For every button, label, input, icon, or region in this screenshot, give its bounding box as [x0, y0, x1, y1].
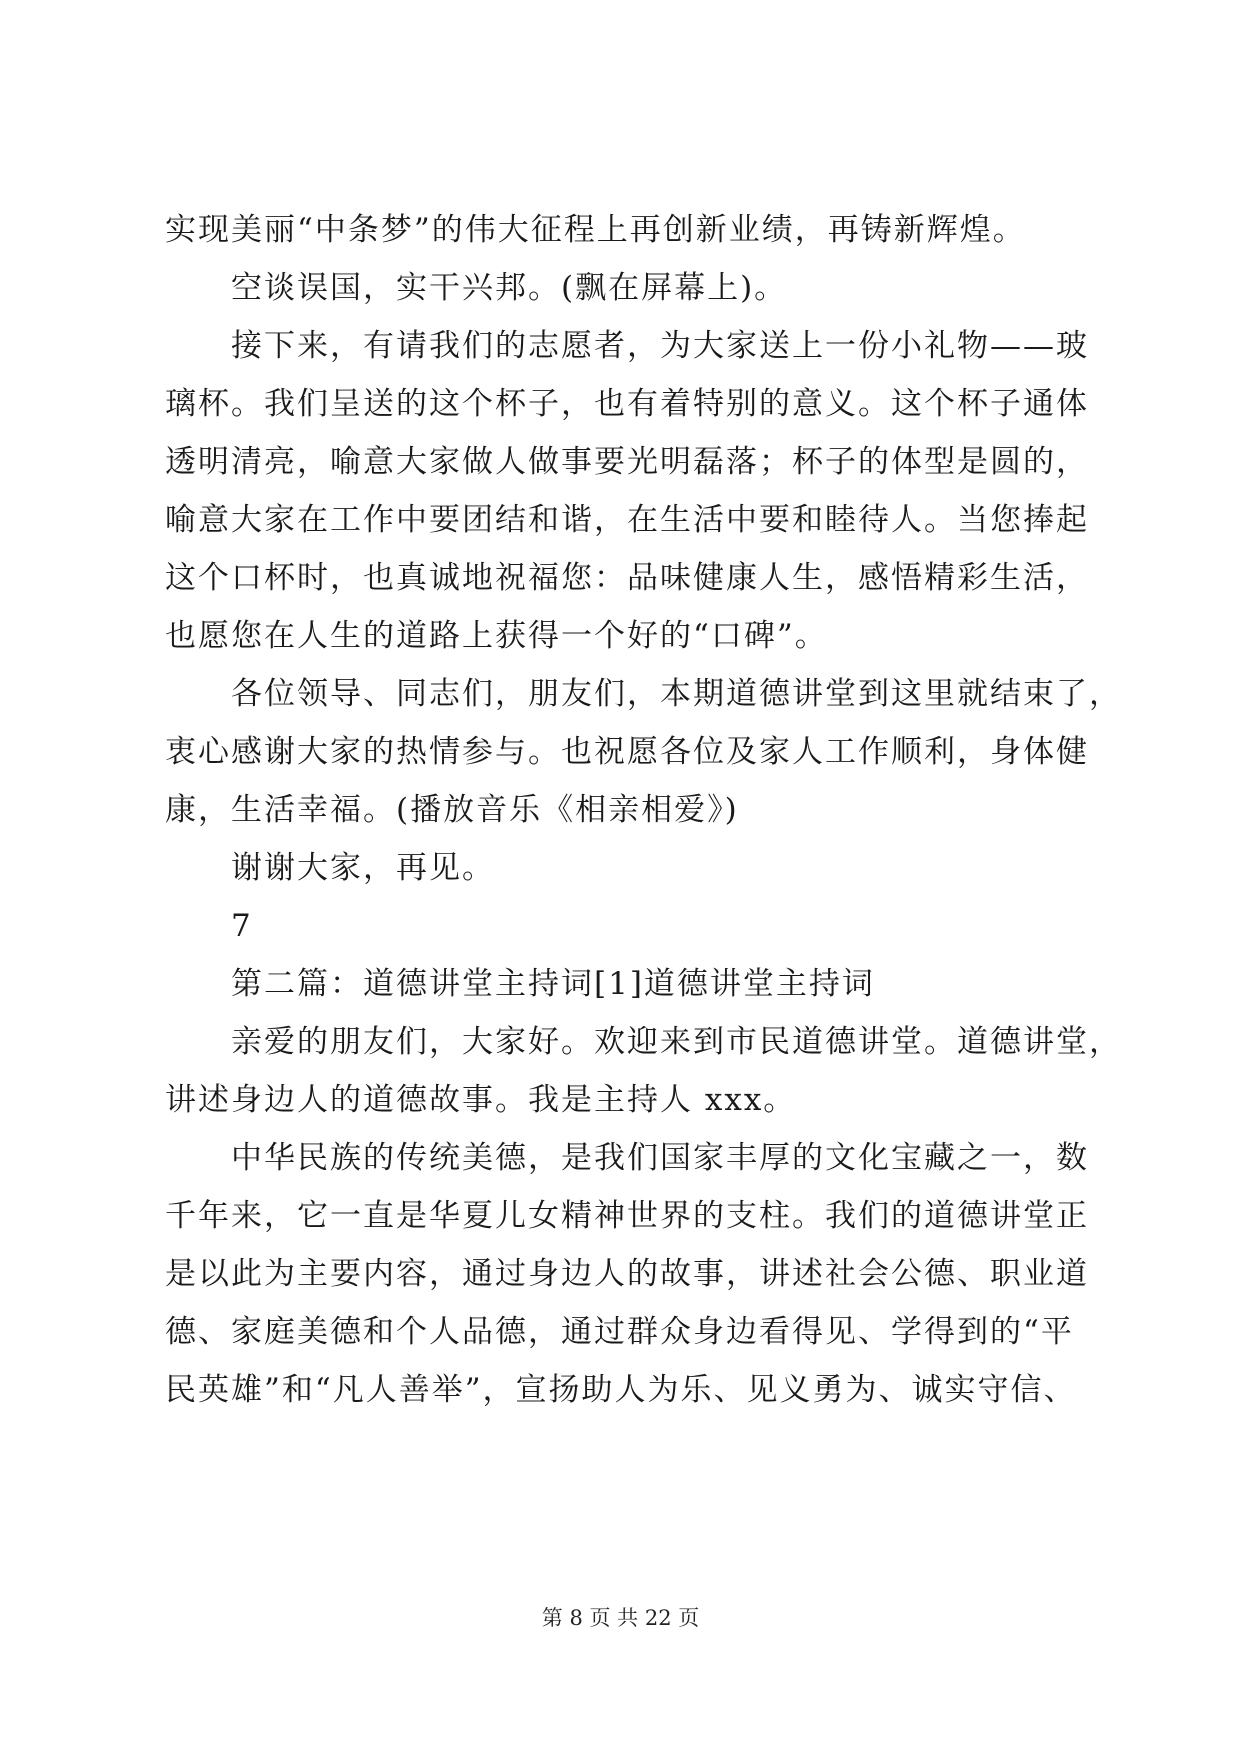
- text-line: 讲述身边人的道德故事。我是主持人 xxx。: [165, 1082, 797, 1118]
- text-line: 是以此为主要内容，通过身边人的故事，讲述社会公德、职业道: [165, 1256, 1089, 1292]
- text-line: 这个口杯时，也真诚地祝福您：品味健康人生，感悟精彩生活，: [165, 560, 1089, 596]
- text-line: 空谈误国，实干兴邦。(飘在屏幕上)。: [231, 270, 788, 306]
- text-line: 璃杯。我们呈送的这个杯子，也有着特别的意义。这个杯子通体: [165, 386, 1089, 422]
- text-line: 谢谢大家，再见。: [231, 850, 495, 886]
- text-line: 德、家庭美德和个人品德，通过群众身边看得见、学得到的“平: [165, 1314, 1074, 1350]
- text-line: 民英雄”和“凡人善举”，宣扬助人为乐、见义勇为、诚实守信、: [165, 1372, 1077, 1408]
- text-line: 康，生活幸福。(播放音乐《相亲相爱》): [165, 792, 739, 828]
- text-line: 也愿您在人生的道路上获得一个好的“口碑”。: [165, 618, 828, 654]
- text-line: 中华民族的传统美德，是我们国家丰厚的文化宝藏之一，数: [231, 1140, 1089, 1176]
- page-number-marker: 7: [231, 908, 253, 944]
- text-line: 千年来，它一直是华夏儿女精神世界的支柱。我们的道德讲堂正: [165, 1198, 1089, 1234]
- text-line: 衷心感谢大家的热情参与。也祝愿各位及家人工作顺利，身体健: [165, 734, 1089, 770]
- text-line: 实现美丽“中条梦”的伟大征程上再创新业绩，再铸新辉煌。: [165, 212, 1026, 248]
- text-line: 接下来，有请我们的志愿者，为大家送上一份小礼物——玻: [231, 328, 1089, 364]
- text-line: 透明清亮，喻意大家做人做事要光明磊落；杯子的体型是圆的，: [165, 444, 1089, 480]
- text-line: 各位领导、同志们，朋友们，本期道德讲堂到这里就结束了，: [231, 676, 1122, 712]
- text-line: 喻意大家在工作中要团结和谐，在生活中要和睦待人。当您捧起: [165, 502, 1089, 538]
- text-line: 亲爱的朋友们，大家好。欢迎来到市民道德讲堂。道德讲堂，: [231, 1024, 1122, 1060]
- section-heading: 第二篇：道德讲堂主持词[1]道德讲堂主持词: [231, 966, 875, 1002]
- page-footer: 第 8 页 共 22 页: [541, 1606, 700, 1630]
